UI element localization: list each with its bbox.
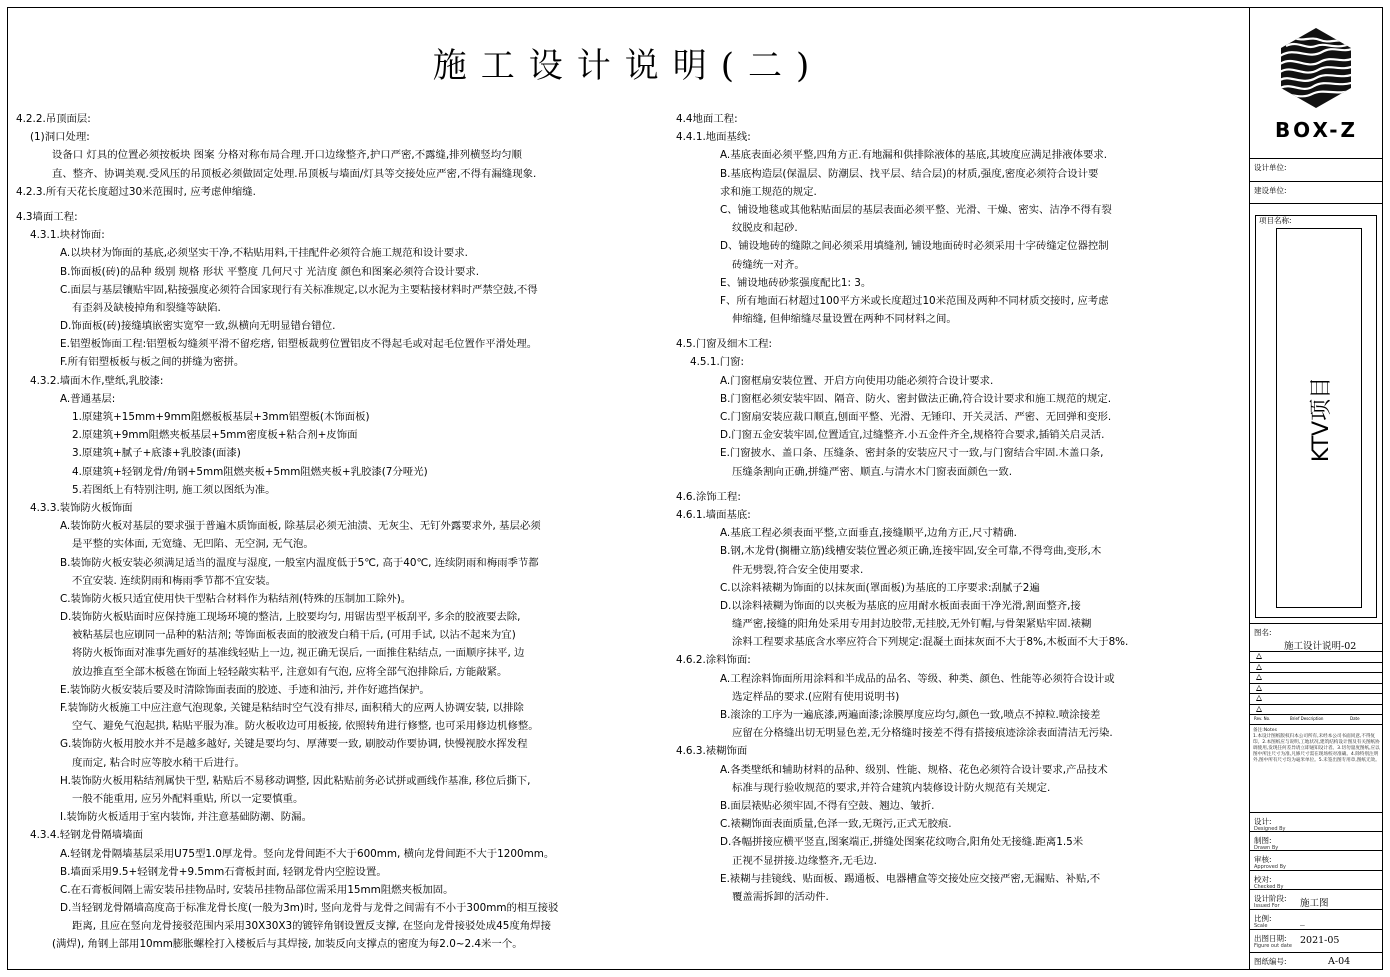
spec-line: B.门窗框必须安装牢固、隔音、防火、密封做法正确,符合设计要求和施工规范的规定. [720,392,1112,405]
spec-line: A.装饰防火板对基层的要求强于普遍木质饰面板, 除基层必须无油渍、无灰尘、无钉外露要求外, 基层必须 [60,520,541,533]
build-unit-row [1250,181,1383,203]
spec-line: 纹脱皮和起砂. [732,222,798,235]
info-row [1250,850,1383,870]
spec-line: 距离, 且应在竖向龙骨接驳范围内采用30X30X3的镀锌角钢设置反支撑, 在竖向龙骨接驳处成45度角焊接 [72,920,551,933]
spec-line: 是平整的实体面, 无宽缝、无凹陷、无空洞, 无气泡。 [72,538,314,551]
drawing-name-row [1250,623,1383,651]
revision-triangle-icon [1256,674,1262,680]
spec-line: 4.4.1.地面基线: [676,131,751,144]
info-sub-label: Scale [1254,923,1268,929]
info-label: 出图日期: [1254,934,1287,943]
spec-line: 设备口 灯具的位置必须按板块 图案 分格对称布局合理.开口边缘整齐,护口严密,不露缝,排列横竖均匀顺 [52,149,522,162]
info-label: 制图: [1254,836,1272,845]
spec-line: B.滚涂的工序为一遍底漆,两遍面漆;涂膜厚度应均匀,颜色一致,喷点不掉粒.喷涂接差 [720,709,1101,721]
spec-line: 4.6.涂饰工程: [676,490,741,503]
spec-line: A.各类壁纸和辅助材料的品种、级别、性能、规格、花色必须符合设计要求,产品技术 [720,763,1108,776]
rev-no-header: Rev. No. [1254,716,1271,721]
info-row [1250,870,1383,889]
drawing-sheet [7,7,1383,970]
info-value: _ [1300,915,1305,926]
spec-line: 1.原建筑+15mm+9mm阻燃板板基层+3mm铝塑板(木饰面板) [72,411,370,423]
spacer [16,201,656,208]
page-title: 施工设计说明(二) [432,46,824,86]
rev-date-header: Date [1350,716,1360,721]
revision-row [1250,651,1383,661]
spec-line: B.钢,木龙骨(搁栅立筋)线槽安装位置必须正确,连接牢固,安全可靠,不得弯曲,变形,木 [720,545,1102,558]
info-value: 2021-05 [1300,935,1340,946]
project-box [1255,215,1377,618]
spec-line: A.基底工程必须表面平整,立面垂直,接缝顺平,边角方正,尺寸精确. [720,527,1017,540]
spec-line: B.装饰防火板安装必须满足适当的温度与湿度, 一般室内温度低于5℃, 高于40℃, 连续阴雨和梅雨季节都 [60,556,539,569]
info-label: 比例: [1254,914,1272,923]
spec-line: 5.若图纸上有特别注明, 施工须以图纸为准。 [72,483,276,496]
revision-triangle-icon [1256,706,1262,712]
revision-row [1250,704,1383,714]
design-unit-row [1250,158,1383,181]
spec-line: 覆盖需拆卸的活动件. [732,890,829,903]
spec-line: 4.5.门窗及细木工程: [676,338,773,351]
spec-line: D.各幅拼接应横平竖直,图案端正,拼缝处图案花纹吻合,阳角处无接缝.距离1.5米 [720,836,1084,849]
spec-line: A.普通基层: [60,392,116,405]
info-sub-label: Issued For [1254,903,1280,909]
spec-line: F.装饰防火板施工中应注意气泡现象, 关键是粘结时空气没有排尽, 面积稍大的应两人协调安装, 以排除 [60,702,524,714]
spec-line: 一般不能重用, 应另外配料重贴, 所以一定要慎重。 [72,792,304,805]
info-sub-label: Approved By [1254,864,1286,870]
spacer [676,328,1246,335]
spec-line: A.基底表面必须平整,四角方正.有地漏和供排除液体的基底,其坡度应满足排液体要求. [720,149,1108,162]
project-name: KTV项目 [1309,376,1335,462]
spec-line: C.装饰防火板只适宜使用快干型粘合材料作为粘结剂(特殊的压制加工除外)。 [60,592,412,605]
spec-line: (满焊), 角钢上部用10mm膨胀螺栓打入楼板后与其焊接, 加装反向支撑点的密度为每2.0~2.4米一个。 [52,938,523,951]
spec-line: F、所有地面石材超过100平方米或长度超过10米范围及两种不同材质交接时, 应考虑 [720,294,1109,307]
info-row [1250,929,1383,952]
spec-line: C.门窗扇安装应裁口顺直,刨面平整、光滑、无锤印、开关灵活、严密、无回弹和变形. [720,411,1112,423]
spec-line: 空气、避免气泡起拱, 粘贴平服为准。防火板收边可用板接, 依照转角进行修整, 也可采用修边机修整。 [72,720,539,733]
spec-line: A.工程涂料饰面所用涂料和半成品的品名、等级、种类、颜色、性能等必须符合设计或 [720,672,1115,685]
revision-row [1250,672,1383,682]
info-label: 审核: [1254,855,1272,864]
drawing-name: 施工设计说明-02 [1284,641,1357,652]
spec-line: 压缝条割向正确,拼缝严密、顺直.与清水木门窗表面颜色一致. [732,465,1013,478]
spec-line: E、铺设地砖砂浆强度配比1: 3。 [720,276,872,289]
spec-line: 将防火板饰面对准事先画好的基准线轻贴上一边, 视正确无误后, 一面推住粘结点, 一面顺序抹平, 边 [72,647,525,660]
build-unit-label: 建设单位: [1254,186,1287,195]
spec-line: D.当轻钢龙骨隔墙高度高于标准龙骨长度(一般为3m)时, 竖向龙骨与龙骨之间需有不小于300mm的相互接驳 [60,902,559,915]
spec-line: 放边推直至全部木板毯在饰面上轻轻敲实粘平, 注意如有气泡, 应将全部气泡排除后, 方能敲紧。 [72,665,508,678]
spec-line: 伸缩缝, 但伸缩缝尽量设置在两种不同材料之间。 [732,313,957,326]
spec-line: (1)洞口处理: [30,131,90,144]
rev-desc-header: Brief Description [1290,716,1324,721]
spec-line: 4.6.3.裱糊饰面 [676,745,748,758]
info-label: 校对: [1254,875,1272,884]
spec-line: C.面层与基层镶贴牢固,粘接强度必须符合国家现行有关标准规定,以水泥为主要粘接材料时严禁空鼓,不得 [60,283,538,296]
spec-line: 4.3.2.墙面木作,壁纸,乳胶漆: [30,374,164,387]
spec-line: G.装饰防火板用胶水并不是越多越好, 关键是要均匀、厚薄要一致, 刷胶动作要协调, 快慢视胶水挥发程 [60,738,528,751]
logo [1250,8,1383,158]
notes [1253,728,1381,764]
revision-header [1250,714,1383,724]
info-sub-label: Checked By [1254,884,1284,890]
spec-line: B.饰面板(砖)的品种 级别 规格 形状 平整度 几何尺寸 光洁度 颜色和图案必须符合设计要求. [60,265,480,278]
spec-line: 4.4地面工程: [676,113,738,125]
info-label: 设计阶段: [1254,894,1287,903]
info-row [1250,889,1383,909]
spec-line: 4.2.3.所有天花长度超过30米范围时, 应考虑伸缩缝. [16,185,256,198]
revision-triangle-icon [1256,653,1262,659]
info-value: A-04 [1328,956,1351,967]
info-label: 设计: [1254,817,1272,826]
spec-line: 4.6.1.墙面基底: [676,508,751,521]
spec-line: A.轻钢龙骨隔墙基层采用U75型1.0厚龙骨。竖向龙骨间距不大于600mm, 横向龙骨间距不大于1200mm。 [60,847,555,860]
info-row [1250,952,1383,969]
info-value: 施工图 [1300,898,1329,909]
spec-line: B.面层裱贴必须牢固,不得有空鼓、翘边、皱折. [720,799,935,812]
notes-label: 备注:Notes [1253,728,1278,733]
spec-line: E.裱糊与挂镜线、贴面板、踢通板、电器槽盒等交接处应交接严密,无漏贴、补贴,不 [720,872,1101,885]
revision-triangle-icon [1256,685,1262,691]
spec-line: 求和施工规范的规定. [720,185,817,198]
spec-line: A.以块材为饰面的基底,必须坚实干净,不粘贴用料,干挂配件必须符合施工规范和设计要求. [60,247,468,260]
spec-line: 3.原建筑+腻子+底漆+乳胶漆(面漆) [72,447,241,460]
spec-line: 4.2.2.吊顶面层: [16,113,91,125]
spec-line: 件无劈裂,符合安全使用要求. [732,563,864,576]
spec-line: 正视不显拼接.边缘整齐,无毛边. [732,854,877,867]
design-unit-label: 设计单位: [1254,163,1287,172]
spec-line: 4.3.1.块材饰面: [30,229,105,242]
revision-row [1250,662,1383,672]
revision-triangle-icon [1256,664,1262,670]
spec-line: 涂料工程要求基底含水率应符合下列规定:混凝土面抹灰面不大于8%,木板面不大于8%. [732,636,1129,649]
drawing-name-label: 图名: [1254,628,1272,637]
spec-line: D、铺设地砖的缝隙之间必须采用填缝剂, 铺设地面砖时必须采用十字砖缝定位器控制 [720,240,1109,253]
spec-line: 选定样品的要求.(应附有使用说明书) [732,690,900,703]
spec-line: E.门窗披水、盖口条、压缝条、密封条的安装应尺寸一致,与门窗结合牢固.木盖口条, [720,447,1104,460]
spec-line: H.装饰防火板用粘结剂属快干型, 粘贴后不易移动调整, 因此粘贴前务必试拼或画线作基准, 移位后撕下, [60,774,531,787]
spacer [676,481,1246,488]
spec-line: 被粘基层也应刷同一品种的粘洁剂; 等饰面板表面的胶液发白稍干后, (可用手试, 以沾不起来为宜) [72,629,516,642]
spec-line: C、铺设地毯或其他粘贴面层的基层表面必须平整、光滑、干燥、密实、洁净不得有裂 [720,203,1112,216]
spec-line: C.裱糊饰面表面质量,色泽一致,无斑污,正式无胶痕. [720,818,952,831]
spec-line: 4.3.3.装饰防火板饰面 [30,501,133,514]
spec-line: E.装饰防火板安装后要及时清除饰面表面的胶迹、手迹和油污, 并作好遮挡保护。 [60,683,430,696]
box-z-logo-icon [1250,8,1383,118]
spec-line: 4.5.1.门窗: [690,356,745,369]
spec-line: 4.原建筑+轻钢龙骨/角钢+5mm阻燃夹板+5mm阻燃夹板+乳胶漆(7分哑光) [72,465,428,478]
spec-line: 2.原建筑+9mm阻燃夹板基层+5mm密度板+粘合剂+皮饰面 [72,429,358,442]
spec-line: 4.6.2.涂料饰面: [676,654,751,667]
spec-line: 不宜安装. 连续阴雨和梅雨季节都不宜安装。 [72,574,277,587]
spec-line: B.基底构造层(保温层、防潮层、找平层、结合层)的材质,强度,密度必须符合设计要 [720,167,1099,180]
spec-line: 砖缝统一对齐。 [732,258,805,271]
revision-triangle-icon [1256,695,1262,701]
notes-text: 1.本设计图纸版权归本公司所有,未经本公司书面同意,不得复印。2.本图纸应与说明,工地状况,建筑结构设计图及有关图纸协调使用,发现任何差异请立即通知设计者。3.切勿量度图纸,应以图中所注尺寸为准,凡修尺寸需在现场校对准确。4.除特别注明外,图中所有尺寸均为毫米单位。5.未签出图专用章,图纸无效。 [1253,734,1380,763]
brand-name: BOX-Z [1274,118,1359,142]
spec-line: 应留在分格缝出切无明显色差,无分格缝时接差不得有搭接痕迹涂涂表面清洁无污染. [732,727,1113,740]
spec-line: 4.3墙面工程: [16,210,78,223]
spec-line: A.门窗框扇安装位置、开启方向使用功能必须符合设计要求. [720,374,994,387]
right-column [676,110,1246,906]
spec-line: E.铝塑板饰面工程:铝塑板勾缝须平滑不留疙瘩, 铝塑板裁剪位置铝皮不得起毛或对起毛位置作平滑处理。 [60,338,538,351]
spec-line: D.装饰防火板贴面时应保持施工现场环境的整洁, 上胶要均匀, 用锯齿型平板刮平, 多余的胶液要去除, [60,611,521,624]
info-sub-label: Designed By [1254,826,1286,832]
info-sub-label: Drawn By [1254,845,1279,851]
title-block [1249,8,1382,969]
info-row [1250,909,1383,929]
spec-line: 标准与现行验收规范的要求,并符合建筑内装修设计防火规范有关规定. [732,781,1051,794]
spec-line: I.装饰防火板适用于室内装饰, 并注意基础防潮、防漏。 [60,811,312,824]
spec-line: F.所有铝塑板板与板之间的拼缝为密拼。 [60,356,245,369]
project-name-label: 项目名称: [1259,216,1292,225]
spec-line: 有歪斜及缺棱掉角和裂缝等缺陷. [72,301,221,314]
spec-line: C.以涂料裱糊为饰面的以抹灰面(罩面板)为基底的工序要求:刮腻子2遍 [720,581,1040,594]
revision-row [1250,693,1383,703]
project-name-frame [1276,228,1362,608]
main-area [8,8,1248,969]
spec-line: B.墙面采用9.5+轻钢龙骨+9.5mm石膏板封面, 轻钢龙骨内空腔设置。 [60,865,387,878]
info-label: 图纸编号: [1254,957,1287,966]
spec-line: 直、整齐、协调美观.受风压的吊顶板必须做固定处理.吊顶板与墙面/灯具等交接处应严密,不得有漏缝现象. [52,167,537,180]
left-column [16,110,656,954]
spec-line: C.在石膏板间隔上需安装吊挂物品时, 安装吊挂物品部位需采用15mm阻燃夹板加固。 [60,883,454,896]
spec-line: 度而定, 粘合时应等胶水稍干后进行。 [72,756,245,769]
spec-line: D.饰面板(砖)接缝填嵌密实宽窄一致,纵横向无明显错台错位. [60,320,336,333]
revision-row [1250,683,1383,693]
spec-line: D.以涂料裱糊为饰面的以夹板为基底的应用耐水板面表面干净光滑,割面整齐,接 [720,599,1081,612]
info-sub-label: Figure out date [1254,943,1292,949]
spec-line: D.门窗五金安装牢固,位置适宜,过缝整齐.小五金件齐全,规格符合要求,插销关启灵活. [720,429,1105,442]
info-row [1250,831,1383,850]
spec-line: 4.3.4.轻钢龙骨隔墙墙面 [30,829,143,842]
spec-line: 缝严密,接缝的阳角处采用专用封边胶带,无挂胶,无外钉帽,与骨架紧贴牢固.裱糊 [732,618,1092,631]
info-row [1250,812,1383,831]
